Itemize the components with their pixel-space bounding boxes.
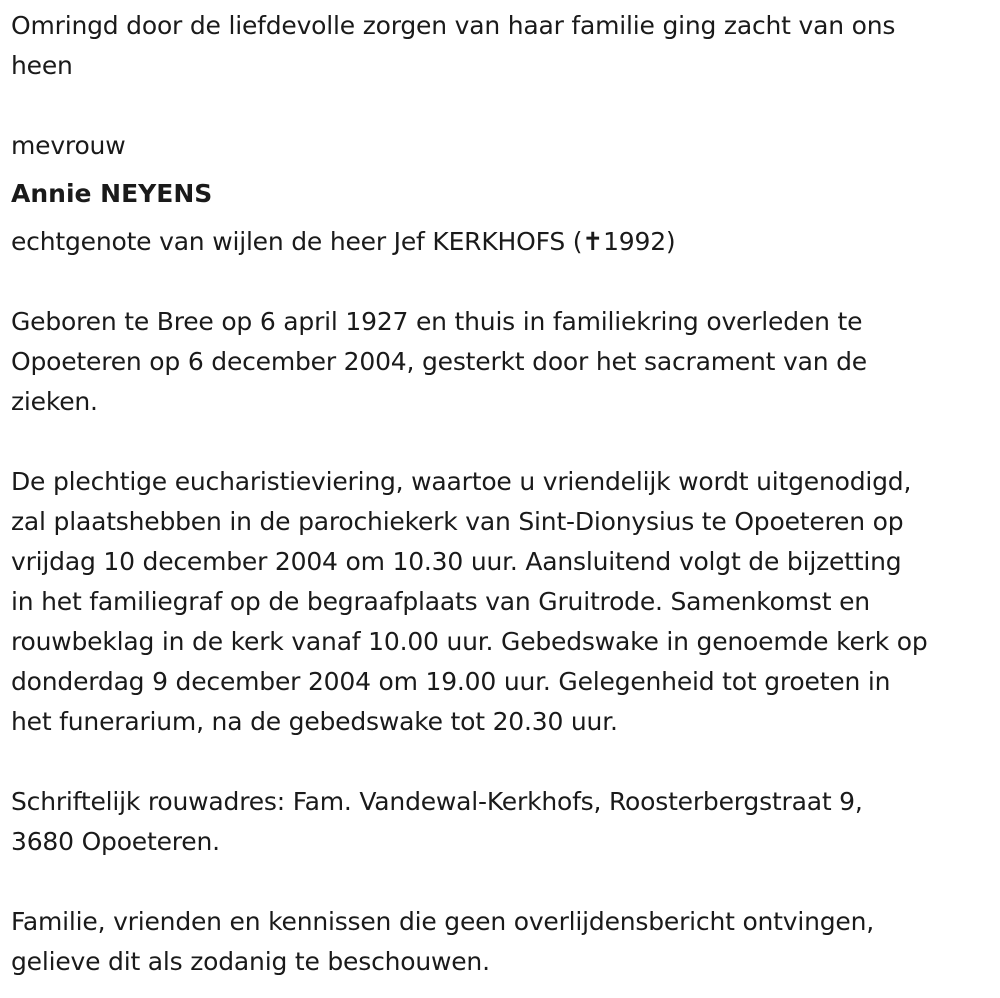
birth-death-line: Opoeteren op 6 december 2004, gesterkt door het sacrament van de: [11, 347, 867, 376]
address-line: Schriftelijk rouwadres: Fam. Vandewal-Kerkhofs, Roosterbergstraat 9,: [11, 787, 863, 816]
closing-line: Familie, vrienden en kennissen die geen overlijdensbericht ontvingen,: [11, 907, 875, 936]
closing-line: gelieve dit als zodanig te beschouwen.: [11, 947, 490, 976]
spacer: [11, 86, 1000, 126]
spouse-line: echtgenote van wijlen de heer Jef KERKHOFS (✝1992): [11, 227, 676, 256]
closing-paragraph: [11, 902, 1000, 982]
intro-line: heen: [11, 51, 73, 80]
birth-death-line: zieken.: [11, 387, 98, 416]
spacer: [11, 262, 1000, 302]
ceremony-line: vrijdag 10 december 2004 om 10.30 uur. Aansluitend volgt de bijzetting: [11, 547, 902, 576]
ceremony-paragraph: [11, 462, 1000, 742]
address-paragraph: [11, 782, 1000, 862]
birth-death-paragraph: [11, 302, 1000, 422]
ceremony-line: De plechtige eucharistieviering, waartoe u vriendelijk wordt uitgenodigd,: [11, 467, 912, 496]
deceased-name: Annie NEYENS: [11, 179, 213, 208]
intro-line: Omringd door de liefdevolle zorgen van haar familie ging zacht van ons: [11, 11, 896, 40]
title-word: mevrouw: [11, 131, 126, 160]
spacer: [11, 742, 1000, 782]
ceremony-line: het funerarium, na de gebedswake tot 20.30 uur.: [11, 707, 618, 736]
ceremony-line: zal plaatshebben in de parochiekerk van Sint-Dionysius te Opoeteren op: [11, 507, 904, 536]
birth-death-line: Geboren te Bree op 6 april 1927 en thuis in familiekring overleden te: [11, 307, 863, 336]
spacer: [11, 862, 1000, 902]
intro-paragraph: [11, 6, 1000, 86]
ceremony-line: in het familiegraf op de begraafplaats van Gruitrode. Samenkomst en: [11, 587, 870, 616]
ceremony-line: rouwbeklag in de kerk vanaf 10.00 uur. Gebedswake in genoemde kerk op: [11, 627, 928, 656]
address-line: 3680 Opoeteren.: [11, 827, 220, 856]
ceremony-line: donderdag 9 december 2004 om 19.00 uur. Gelegenheid tot groeten in: [11, 667, 891, 696]
spacer: [11, 422, 1000, 462]
